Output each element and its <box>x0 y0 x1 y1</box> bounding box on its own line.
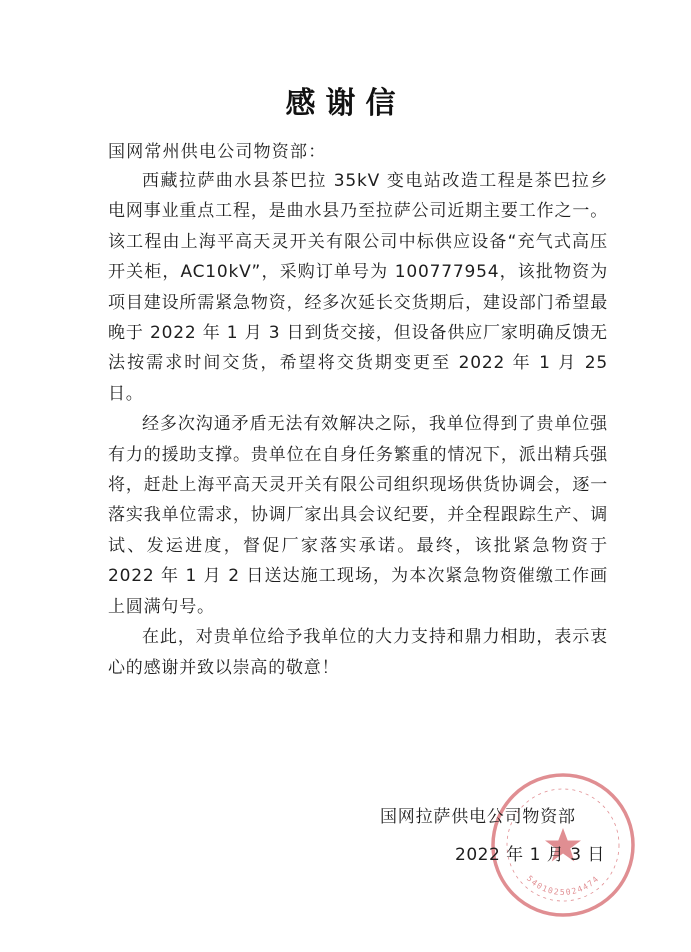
paragraph-2: 经多次沟通矛盾无法有效解决之际，我单位得到了贵单位强有力的援助支撑。贵单位在自身任务繁重的情况下，派出精兵强将，赶赴上海平高天灵开关有限公司组织现场供货协调会，逐一落实我单位需求，协调厂家出具会议纪要，并全程跟踪生产、调试、发运进度，督促厂家落实承诺。最终，该批紧急物资于 2022 年 1 月 2 日送达施工现场，为本次紧急物资催缴工作画上圆满句号。 <box>108 414 608 617</box>
signature-date: 2022 年 1 月 3 日 <box>455 845 605 865</box>
letter-body <box>108 166 608 683</box>
paragraph-1: 西藏拉萨曲水县茶巴拉 35kV 变电站改造工程是茶巴拉乡电网事业重点工程，是曲水县乃至拉萨公司近期主要工作之一。该工程由上海平高天灵开关有限公司中标供应设备“充气式高压开关柜，AC10kV”，采购订单号为 100777954，该批物资为项目建设所需紧急物资，经多次延长交货期后，建设部门希望最晚于 2022 年 1 月 3 日到货交接，但设备供应厂家明确反馈无法按需求时间交货，希望将交货期变更至 2022 年 1 月 25 日。 <box>108 171 608 404</box>
seal-serial: 5401025024474 <box>524 873 602 897</box>
paragraph-3: 在此，对贵单位给予我单位的大力支持和鼎力相助，表示衷心的感谢并致以崇高的敬意！ <box>108 627 608 678</box>
salutation: 国网常州供电公司物资部： <box>108 142 327 162</box>
page-title: 感谢信 <box>285 86 406 121</box>
signature-organization: 国网拉萨供电公司物资部 <box>380 807 576 827</box>
